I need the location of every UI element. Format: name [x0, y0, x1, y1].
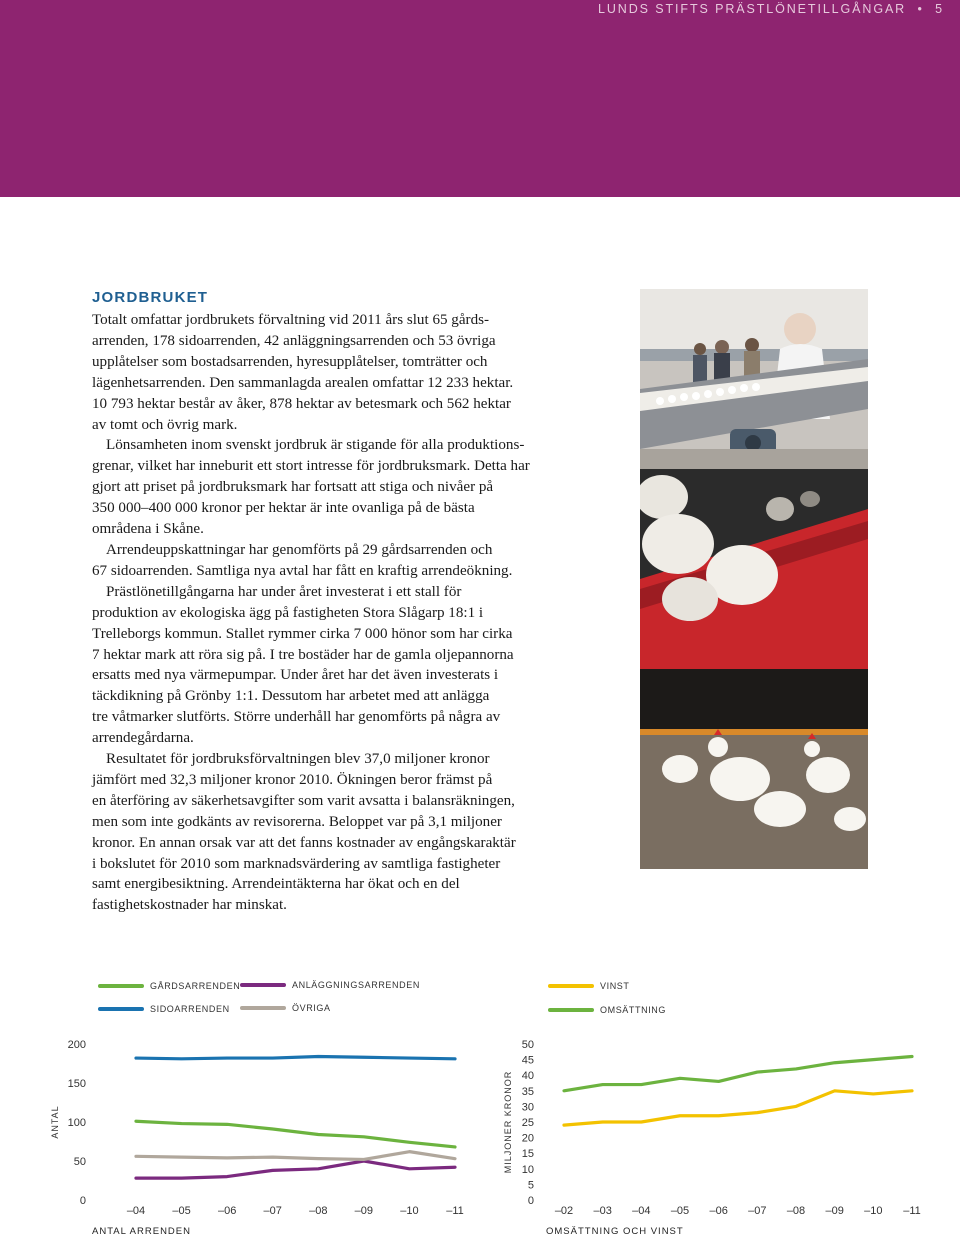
y-tick-label: 100	[67, 1117, 86, 1129]
series-line-sidoarrenden	[136, 1056, 455, 1058]
series-line-övriga	[136, 1152, 455, 1160]
y-tick-label: 10	[521, 1163, 534, 1176]
paragraph-5: Resultatet för jordbruksförvaltningen blev 37,0 miljoner kronor jämfört med 32,3 miljoner kronor 2010. Ökningen beror främst på en återföring av säkerhetsavgifter som varit avsatta i balansräkningen, men som inte godkänts av revisorerna. Beloppet var på 3,1 miljoner kronor. En annan orsak var att det fanns kostnader av engångskaraktär i bokslutet för 2010 som marknadsvärdering av samtliga fastigheter samt energibesiktning. Arrendeintäkterna har ökat och en del fastighetskostnader har minskat.	[92, 751, 516, 914]
legend-label: GÅRDSARRENDEN	[150, 981, 241, 991]
x-tick-label: –09	[354, 1205, 374, 1217]
y-tick-label: 150	[67, 1078, 86, 1090]
x-tick-label: –05	[670, 1205, 690, 1217]
legend-label: ÖVRIGA	[292, 1003, 331, 1013]
x-tick-label: –10	[400, 1205, 419, 1217]
x-tick-label: –03	[593, 1205, 612, 1217]
paragraph-1: Totalt omfattar jordbrukets förvaltning vid 2011 års slut 65 gårds- arrenden, 178 sidoarrenden, 42 anläggningsarrenden och 53 övriga upplåtelser som bostadsarrenden, hyresupplåtelser, tomträtter och lägenhetsarrenden. Den sammanlagda arealen omfattar 12 233 hektar. 10 793 hektar består av åker, 878 hektar av betesmark och 562 hektar av tomt och övrig mark.	[92, 312, 514, 433]
x-tick-label: –02	[554, 1205, 574, 1217]
photo-hens-in-barn	[640, 669, 868, 869]
legend-vinst	[548, 981, 630, 991]
section-heading: JORDBRUKET	[92, 289, 209, 306]
y-tick-label: 40	[521, 1070, 534, 1083]
article-body	[92, 310, 617, 916]
x-tick-label: –11	[903, 1205, 921, 1217]
legend-omsattning	[548, 1005, 666, 1015]
x-tick-label: –06	[709, 1205, 728, 1217]
y-tick-label: 200	[67, 1039, 86, 1051]
x-tick-label: –11	[446, 1205, 464, 1217]
y-tick-label: 15	[521, 1148, 534, 1161]
photo-eggs-on-conveyor	[640, 469, 868, 669]
series-line-gårdsarrenden	[136, 1121, 455, 1147]
legend-swatch-yellow	[548, 984, 594, 988]
series-line-vinst	[564, 1091, 912, 1125]
y-tick-label: 35	[521, 1085, 534, 1098]
axis-title-y: MILJONER KRONOR	[503, 1070, 513, 1174]
legend-ovriga	[240, 1003, 331, 1013]
legend-label: ANLÄGGNINGSARRENDEN	[292, 980, 420, 990]
photo-egg-sorting	[640, 289, 868, 469]
x-tick-label: –10	[864, 1205, 883, 1217]
x-tick-label: –07	[748, 1205, 767, 1217]
y-tick-label: 0	[79, 1195, 86, 1207]
series-line-omsättning	[564, 1056, 912, 1090]
x-tick-label: –08	[309, 1205, 328, 1217]
legend-swatch-green	[548, 1008, 594, 1012]
running-head-title: LUNDS STIFTS PRÄSTLÖNETILLGÅNGAR	[598, 2, 907, 16]
y-tick-label: 30	[521, 1101, 534, 1114]
chart-omsattning-och-vinst	[496, 1030, 936, 1220]
x-tick-label: –09	[825, 1205, 844, 1217]
legend-swatch-purple	[240, 983, 286, 987]
page-number: 5	[935, 2, 944, 16]
chart-caption-antal-arrenden: ANTAL ARRENDEN	[92, 1226, 191, 1237]
y-tick-label: 20	[521, 1132, 534, 1145]
paragraph-3: Arrendeuppskattningar har genomförts på 29 gårdsarrenden och 67 sidoarrenden. Samtliga nya avtal har fått en kraftig arrendeökning.	[92, 541, 513, 579]
y-tick-label: 50	[521, 1039, 534, 1051]
x-tick-label: –08	[786, 1205, 806, 1217]
y-tick-label: 25	[521, 1117, 534, 1129]
legend-swatch-green	[98, 984, 144, 988]
y-tick-label: 5	[527, 1179, 534, 1192]
legend-swatch-blue	[98, 1007, 144, 1011]
photo-column	[640, 289, 868, 869]
legend-sidoarrenden	[98, 1004, 230, 1014]
chart-antal-arrenden	[40, 1030, 480, 1220]
y-tick-label: 0	[527, 1195, 534, 1207]
header-band	[0, 0, 960, 197]
legend-anlaggningsarrenden	[240, 980, 420, 990]
legend-label: VINST	[600, 981, 630, 991]
x-tick-label: –05	[172, 1205, 191, 1217]
legend-swatch-gray	[240, 1006, 286, 1010]
paragraph-4: Prästlönetillgångarna har under året investerat i ett stall för produktion av ekologiska ägg på fastigheten Stora Slågarp 18:1 i Trelleborgs kommun. Stallet rymmer cirka 7 000 hönor som har cirka 7 hektar mark att röra sig på. I tre bostäder har de gamla oljepannorna ersatts med nya värmepumpar. Under året har det även investerats i täckdikning på Grönby 1:1. Dessutom har arbetet med att anlägga tre våtmarker slutförts. Större underhåll har genomförts på några av arrendegårdarna.	[92, 583, 514, 747]
y-tick-label: 50	[73, 1156, 86, 1168]
x-tick-label: –06	[217, 1205, 237, 1217]
y-tick-label: 45	[521, 1054, 534, 1067]
running-head	[598, 2, 944, 16]
legend-label: SIDOARRENDEN	[150, 1004, 230, 1014]
legend-gardsarrenden	[98, 981, 240, 991]
paragraph-2: Lönsamheten inom svenskt jordbruk är stigande för alla produktions- grenar, vilket har inneburit ett stort intresse för jordbruksmark. Detta har gjort att priset på jordbruksmark har fortsatt att stiga och nivåer på 350 000–400 000 kronor per hektar är inte ovanliga på de bästa områdena i Skåne.	[92, 437, 530, 538]
x-tick-label: –04	[632, 1205, 651, 1217]
running-head-separator: •	[917, 2, 924, 16]
axis-title-y: ANTAL	[50, 1105, 60, 1139]
series-line-anläggningsarrenden	[136, 1161, 455, 1178]
x-tick-label: –07	[263, 1205, 282, 1217]
x-tick-label: –04	[126, 1205, 146, 1217]
legend-label: OMSÄTTNING	[600, 1005, 666, 1015]
chart-caption-omsattning-och-vinst: OMSÄTTNING OCH VINST	[546, 1226, 684, 1237]
